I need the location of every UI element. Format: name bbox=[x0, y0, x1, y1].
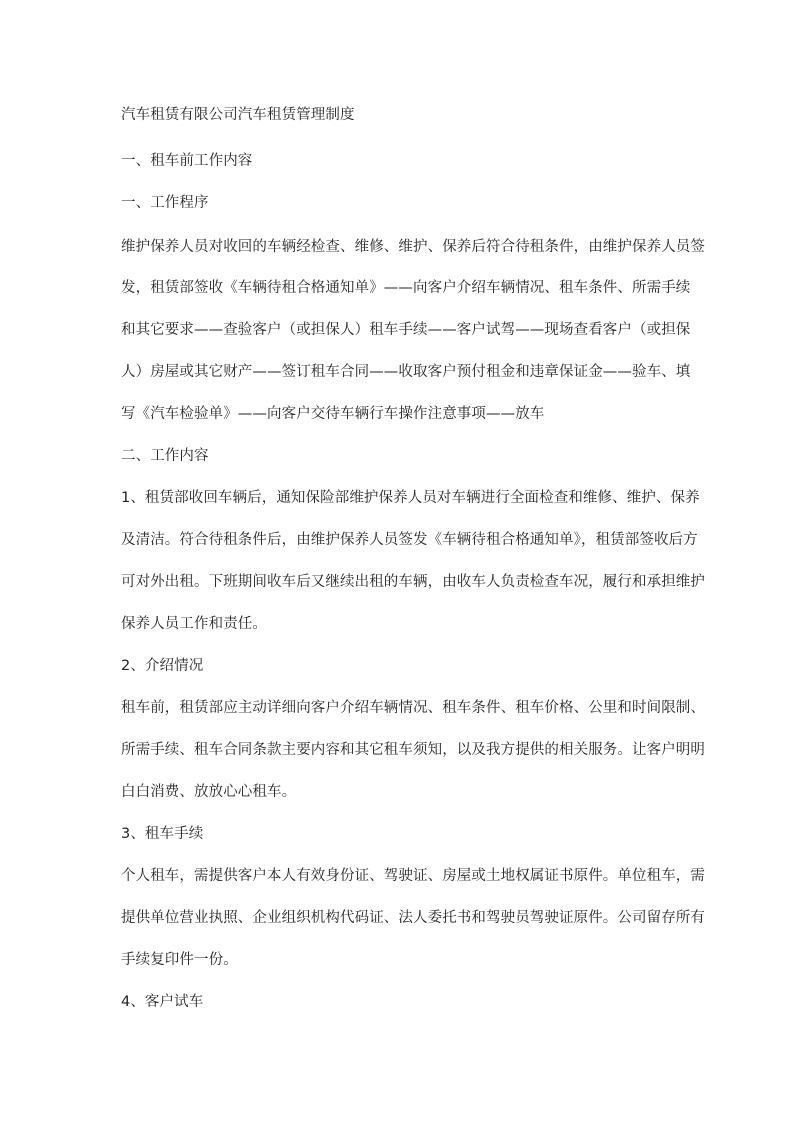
paragraph-line: 个人租车，需提供客户本人有效身份证、驾驶证、房屋或土地权属证书原件。单位租车，需 bbox=[121, 868, 705, 884]
paragraph-line: 发，租赁部签收《车辆待租合格通知单》——向客户介绍车辆情况、租车条件、所需手续 bbox=[121, 280, 691, 296]
paragraph-line: 白白消费、放放心心租车。 bbox=[121, 784, 297, 800]
subsection-heading: 一、工作程序 bbox=[121, 195, 209, 211]
section-heading: 一、租车前工作内容 bbox=[121, 153, 253, 169]
paragraph-line: 手续复印件一份。 bbox=[121, 952, 238, 968]
paragraph-line: 可对外出租。下班期间收车后又继续出租的车辆，由收车人负责检查车况，履行和承担维护 bbox=[121, 574, 705, 590]
item-heading: 2、介绍情况 bbox=[121, 658, 204, 674]
paragraph-line: 租车前，租赁部应主动详细向客户介绍车辆情况、租车条件、租车价格、公里和时间限制、 bbox=[121, 700, 705, 716]
paragraph-line: 维护保养人员对收回的车辆经检查、维修、维护、保养后符合待租条件，由维护保养人员签 bbox=[121, 239, 705, 255]
document-title: 汽车租赁有限公司汽车租赁管理制度 bbox=[121, 107, 355, 123]
paragraph-line: 人）房屋或其它财产——签订租车合同——收取客户预付租金和违章保证金——验车、填 bbox=[121, 364, 691, 380]
subsection-heading: 二、工作内容 bbox=[121, 448, 209, 464]
paragraph-line: 及清洁。符合待租条件后，由维护保养人员签发《车辆待租合格通知单》，租赁部签收后方 bbox=[121, 532, 698, 548]
paragraph-line: 所需手续、租车合同条款主要内容和其它租车须知，以及我方提供的相关服务。让客户明明 bbox=[121, 742, 705, 758]
paragraph-line: 提供单位营业执照、企业组织机构代码证、法人委托书和驾驶员驾驶证原件。公司留存所有 bbox=[121, 910, 705, 926]
paragraph-line: 保养人员工作和责任。 bbox=[121, 616, 267, 632]
paragraph-line: 1、租赁部收回车辆后，通知保险部维护保养人员对车辆进行全面检查和维修、维护、保养 bbox=[121, 490, 700, 506]
paragraph-line: 写《汽车检验单》——向客户交待车辆行车操作注意事项——放车 bbox=[121, 406, 545, 422]
paragraph-line: 和其它要求——查验客户（或担保人）租车手续——客户试驾——现场查看客户（或担保 bbox=[121, 322, 691, 338]
item-heading: 3、租车手续 bbox=[121, 826, 204, 842]
item-heading: 4、客户试车 bbox=[121, 994, 204, 1010]
